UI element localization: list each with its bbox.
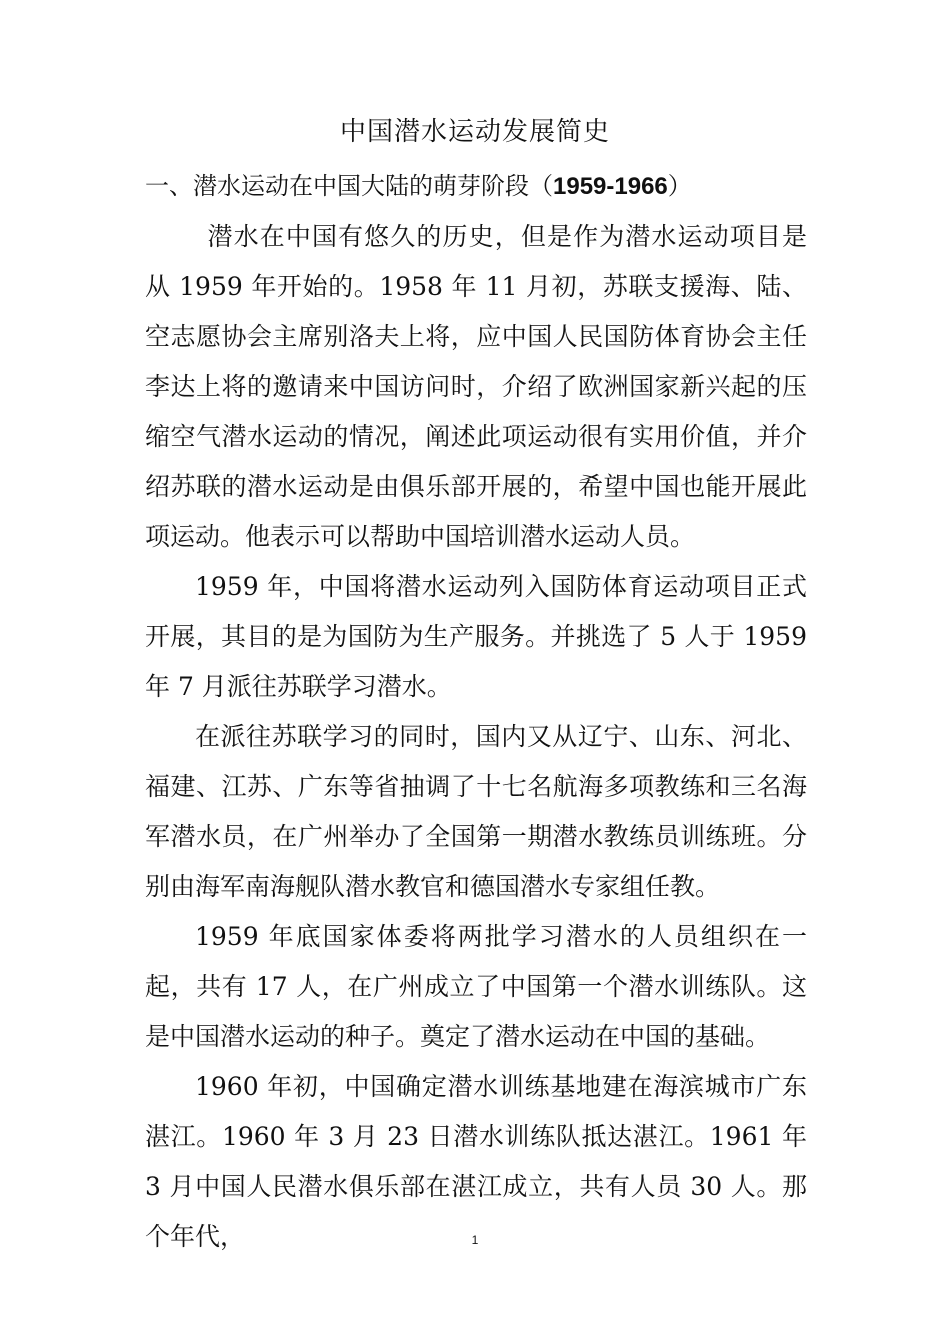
paragraph-4: 1959 年底国家体委将两批学习潜水的人员组织在一起，共有 17 人，在广州成立了中国第一个潜水训练队。这是中国潜水运动的种子。奠定了潜水运动在中国的基础。: [145, 922, 807, 1051]
section-heading-close: ）: [667, 172, 692, 200]
page-number: 1: [471, 1233, 479, 1247]
paragraph-2: 1959 年，中国将潜水运动列入国防体育运动项目正式开展，其目的是为国防为生产服务。并挑选了 5 人于 1959 年 7 月派往苏联学习潜水。: [145, 572, 807, 701]
paragraph-5: 1960 年初，中国确定潜水训练基地建在海滨城市广东湛江。1960 年 3 月 23 日潜水训练队抵达湛江。1961 年 3 月中国人民潜水俱乐部在湛江成立，共有人员 30 人。那个年代，: [145, 1072, 807, 1251]
document-body: [145, 212, 807, 1262]
section-heading-text: 一、潜水运动在中国大陆的萌芽阶段（: [145, 172, 553, 200]
paragraph-1: 潜水在中国有悠久的历史，但是作为潜水运动项目是从 1959 年开始的。1958 年 11 月初，苏联支援海、陆、空志愿协会主席别洛夫上将，应中国人民国防体育协会主任李达上将的邀请来中国访问时，介绍了欧洲国家新兴起的压缩空气潜水运动的情况，阐述此项运动很有实用价值，并介绍苏联的潜水运动是由俱乐部开展的，希望中国也能开展此项运动。他表示可以帮助中国培训潜水运动人员。: [145, 222, 807, 551]
paragraph-3: 在派往苏联学习的同时，国内又从辽宁、山东、河北、福建、江苏、广东等省抽调了十七名航海多项教练和三名海军潜水员，在广州举办了全国第一期潜水教练员训练班。分别由海军南海舰队潜水教官和德国潜水专家组任教。: [145, 722, 807, 901]
section-heading: [145, 162, 815, 211]
section-heading-years: 1959-1966: [553, 173, 668, 200]
document-title: 中国潜水运动发展简史: [339, 117, 610, 147]
